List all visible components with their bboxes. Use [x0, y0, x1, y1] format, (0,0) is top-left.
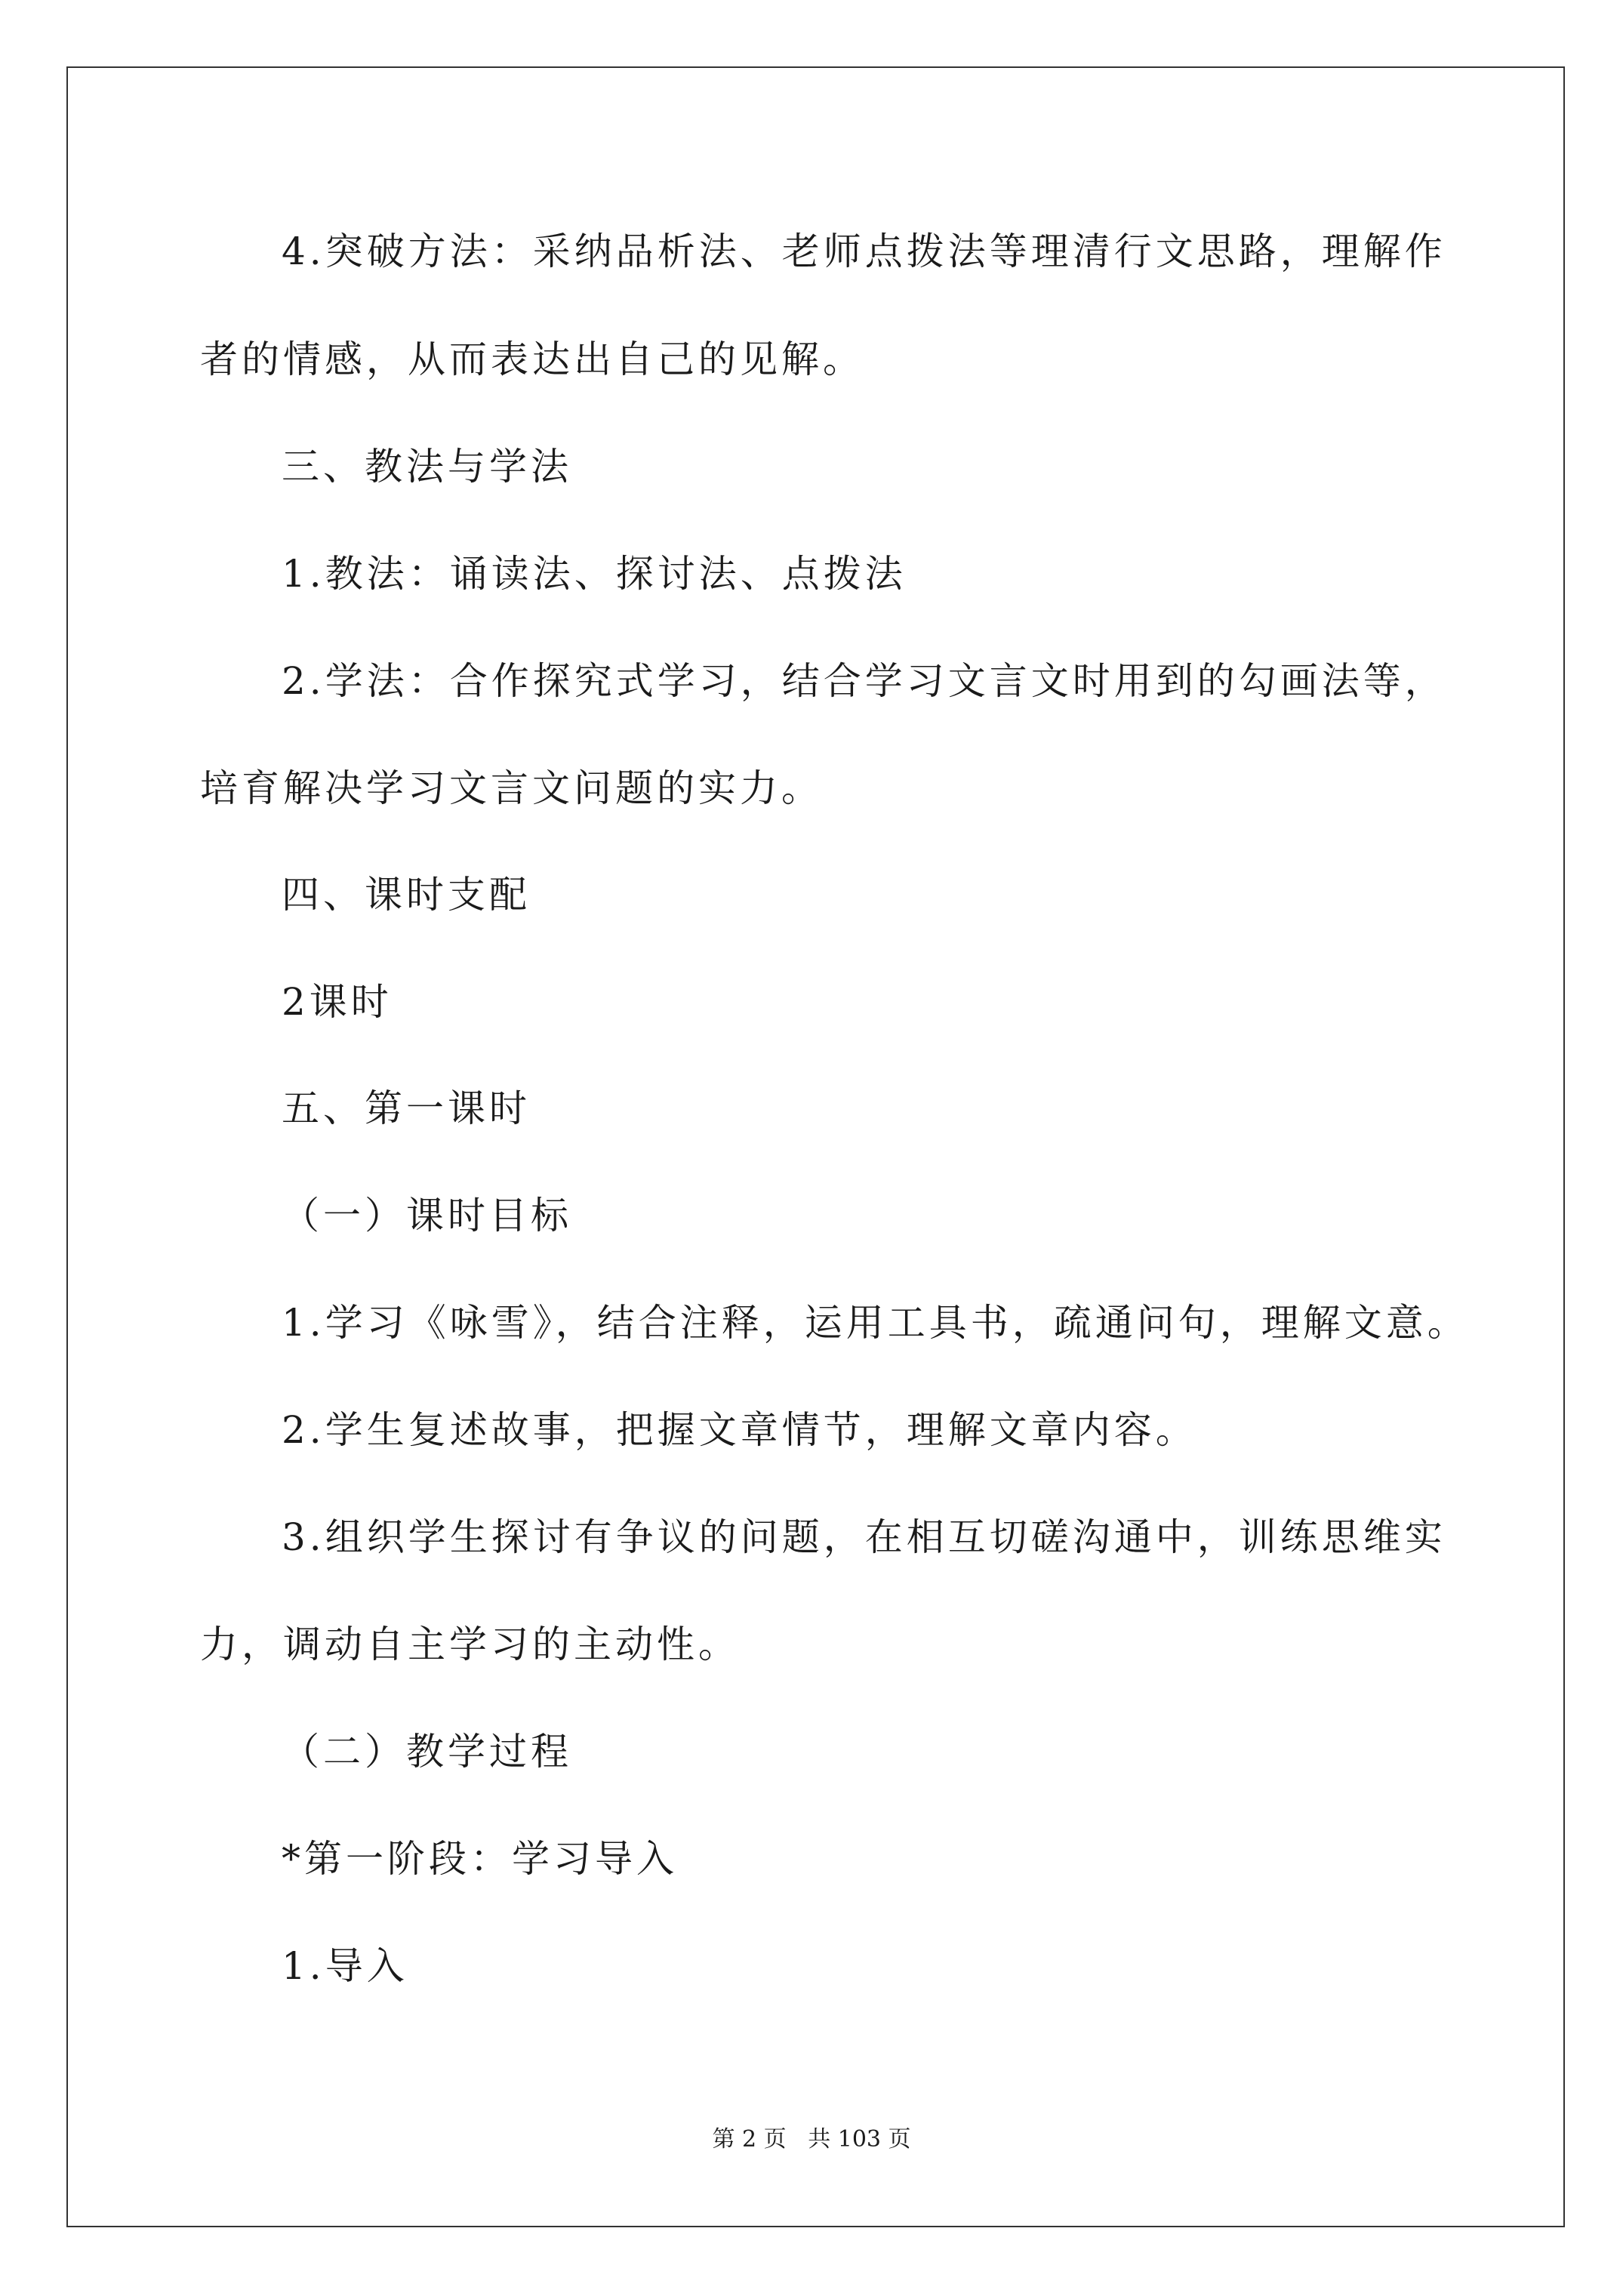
paragraph-line: 3.组织学生探讨有争议的问题，在相互切磋沟通中，训练思维实 — [282, 1515, 1446, 1559]
section-heading: 四、课时支配 — [282, 873, 531, 917]
paragraph-line: 1.教法：诵读法、探讨法、点拨法 — [282, 552, 907, 596]
section-heading: 五、第一课时 — [282, 1086, 531, 1130]
page-number-footer: 第 2 页 共 103 页 — [712, 2126, 911, 2153]
paragraph-line: 1.学习《咏雪》，结合注释，运用工具书，疏通问句，理解文意。 — [282, 1301, 1469, 1345]
paragraph-line: 4.突破方法：采纳品析法、老师点拨法等理清行文思路，理解作 — [282, 230, 1446, 273]
paragraph-line: 2课时 — [282, 980, 393, 1024]
subsection-heading: （一）课时目标 — [282, 1194, 572, 1237]
page-border — [66, 66, 1565, 2227]
stage-heading: *第一阶段：学习导入 — [282, 1837, 678, 1881]
paragraph-line: 者的情感，从而表达出自己的见解。 — [200, 337, 864, 381]
section-heading: 三、教法与学法 — [282, 445, 572, 488]
paragraph-line: 力，调动自主学习的主动性。 — [200, 1623, 740, 1666]
paragraph-line: 2.学生复述故事，把握文章情节，理解文章内容。 — [282, 1408, 1197, 1452]
paragraph-line: 2.学法：合作探究式学习，结合学习文言文时用到的勾画法等， — [282, 659, 1446, 703]
paragraph-line: 1.导入 — [282, 1944, 408, 1988]
paragraph-line: 培育解决学习文言文问题的实力。 — [200, 766, 823, 810]
subsection-heading: （二）教学过程 — [282, 1730, 572, 1774]
